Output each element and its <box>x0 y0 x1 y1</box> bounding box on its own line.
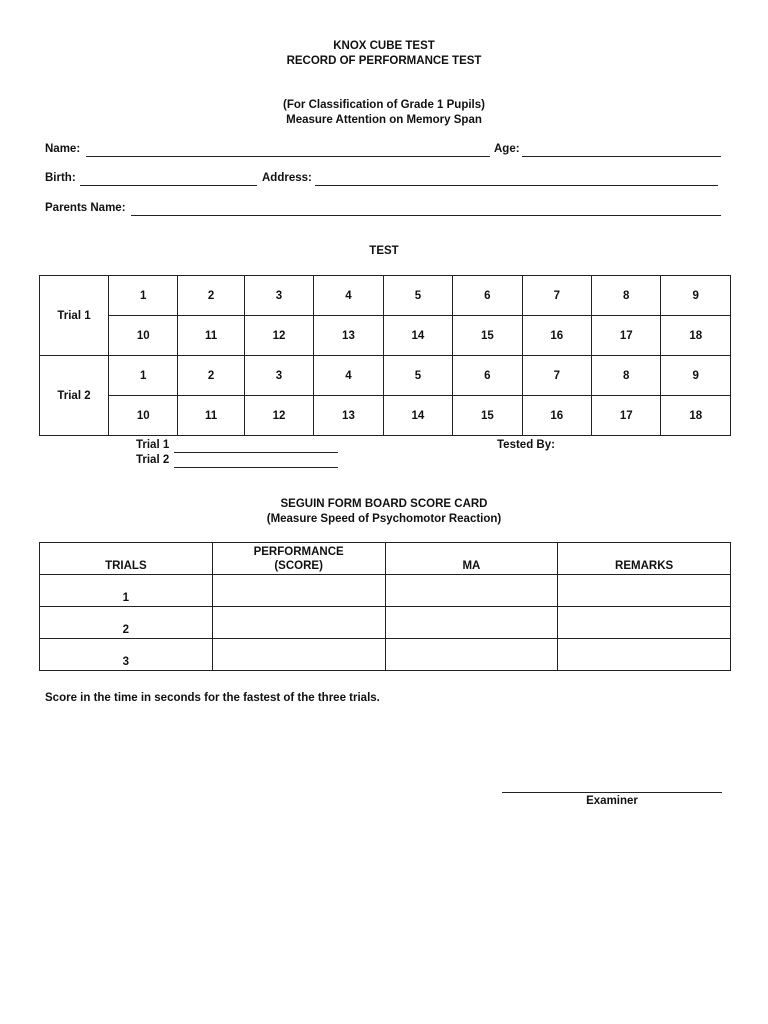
trial-number-cell: 3 <box>40 639 213 671</box>
ma-cell[interactable] <box>385 607 558 639</box>
score-note: Score in the time in seconds for the fastest of the three trials. <box>45 692 380 704</box>
table-cell: 8 <box>592 356 661 396</box>
trial-2-label: Trial 2 <box>40 356 109 436</box>
table-cell: 9 <box>661 276 731 316</box>
table-cell: 3 <box>244 276 313 316</box>
examiner-signature-line[interactable] <box>502 792 722 793</box>
trial-2-summary-label: Trial 2 <box>136 454 170 466</box>
trial-1-label: Trial 1 <box>40 276 109 356</box>
trials-header: TRIALS <box>40 543 213 575</box>
table-cell: 11 <box>178 316 244 356</box>
table-cell: 6 <box>453 356 522 396</box>
seguin-subtitle: (Measure Speed of Psychomotor Reaction) <box>266 513 502 525</box>
age-label: Age: <box>494 143 520 155</box>
remarks-header: REMARKS <box>558 543 731 575</box>
table-cell: 2 <box>178 276 244 316</box>
birth-field-line[interactable] <box>80 185 257 186</box>
table-row <box>40 396 731 436</box>
parents-name-field-line[interactable] <box>131 215 721 216</box>
table-cell: 4 <box>314 276 383 316</box>
table-cell: 2 <box>178 356 244 396</box>
remarks-cell[interactable] <box>558 607 731 639</box>
table-cell: 16 <box>522 316 591 356</box>
table-row <box>40 316 731 356</box>
table-row <box>40 276 731 316</box>
table-header-row <box>40 543 731 575</box>
table-cell: 15 <box>453 316 522 356</box>
table-cell: 1 <box>109 276 178 316</box>
table-cell: 13 <box>314 396 383 436</box>
table-cell: 10 <box>109 316 178 356</box>
table-cell: 12 <box>244 316 313 356</box>
table-cell: 5 <box>383 276 452 316</box>
trial-number-cell: 2 <box>40 607 213 639</box>
page-title: KNOX CUBE TEST <box>333 40 435 52</box>
table-cell: 18 <box>661 316 731 356</box>
seguin-title: SEGUIN FORM BOARD SCORE CARD <box>280 498 488 510</box>
table-cell: 9 <box>661 356 731 396</box>
table-cell: 13 <box>314 316 383 356</box>
table-cell: 18 <box>661 396 731 436</box>
parents-name-label: Parents Name: <box>45 202 126 214</box>
table-cell: 14 <box>383 396 452 436</box>
performance-cell[interactable] <box>212 575 385 607</box>
table-cell: 16 <box>522 396 591 436</box>
knox-test-table <box>39 275 731 436</box>
table-cell: 4 <box>314 356 383 396</box>
table-cell: 8 <box>592 276 661 316</box>
performance-header-line-1: PERFORMANCE <box>253 545 344 558</box>
trial-1-summary-label: Trial 1 <box>136 439 170 451</box>
performance-cell[interactable] <box>212 639 385 671</box>
table-row <box>40 607 731 639</box>
table-cell: 14 <box>383 316 452 356</box>
table-cell: 3 <box>244 356 313 396</box>
performance-cell[interactable] <box>212 607 385 639</box>
seguin-score-table <box>39 542 731 671</box>
table-cell: 17 <box>592 396 661 436</box>
age-field-line[interactable] <box>522 156 721 157</box>
ma-cell[interactable] <box>385 639 558 671</box>
table-row <box>40 356 731 396</box>
name-field-line[interactable] <box>86 156 490 157</box>
address-label: Address: <box>262 172 312 184</box>
name-label: Name: <box>45 143 81 155</box>
address-field-line[interactable] <box>315 185 718 186</box>
table-cell: 5 <box>383 356 452 396</box>
table-cell: 1 <box>109 356 178 396</box>
remarks-cell[interactable] <box>558 639 731 671</box>
examiner-label: Examiner <box>586 795 638 807</box>
trial-2-summary-line[interactable] <box>174 467 338 468</box>
performance-header-line-2: (SCORE) <box>274 559 323 572</box>
purpose-line-1: (For Classification of Grade 1 Pupils) <box>283 99 485 111</box>
ma-cell[interactable] <box>385 575 558 607</box>
trial-1-summary-line[interactable] <box>174 452 338 453</box>
table-cell: 7 <box>522 356 591 396</box>
birth-label: Birth: <box>45 172 76 184</box>
trial-number-cell: 1 <box>40 575 213 607</box>
table-cell: 12 <box>244 396 313 436</box>
performance-header <box>212 543 385 575</box>
table-cell: 17 <box>592 316 661 356</box>
table-cell: 11 <box>178 396 244 436</box>
purpose-line-2: Measure Attention on Memory Span <box>286 114 482 126</box>
table-cell: 6 <box>453 276 522 316</box>
ma-header: MA <box>385 543 558 575</box>
tested-by-label: Tested By: <box>497 439 555 451</box>
table-cell: 10 <box>109 396 178 436</box>
page-subtitle: RECORD OF PERFORMANCE TEST <box>286 55 482 67</box>
table-row <box>40 639 731 671</box>
table-row <box>40 575 731 607</box>
table-cell: 15 <box>453 396 522 436</box>
table-cell: 7 <box>522 276 591 316</box>
remarks-cell[interactable] <box>558 575 731 607</box>
test-heading: TEST <box>369 245 399 257</box>
